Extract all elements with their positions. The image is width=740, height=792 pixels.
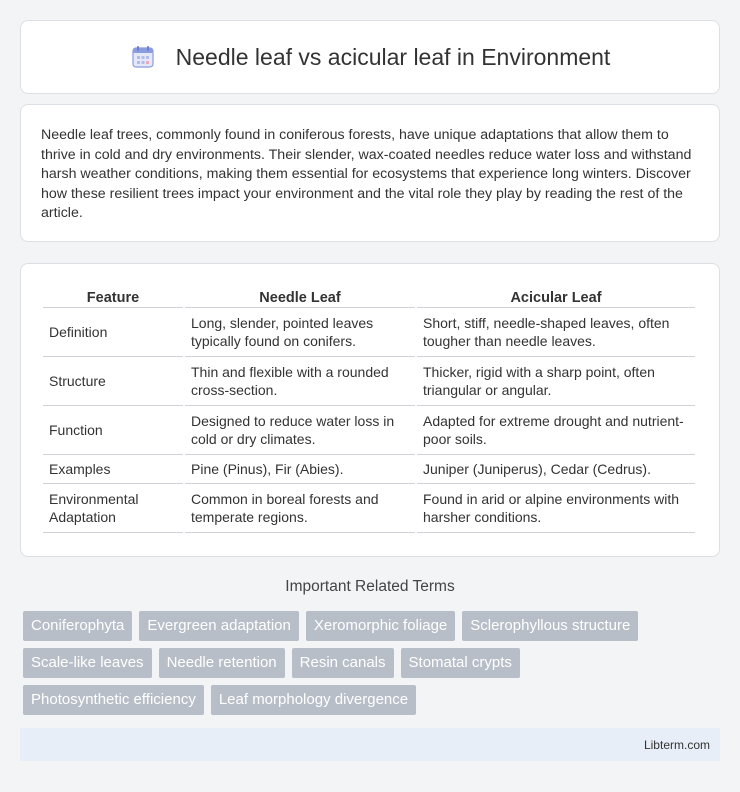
table-cell: Adapted for extreme drought and nutrient-poor soils. bbox=[417, 406, 695, 455]
tag-link[interactable]: Photosynthetic efficiency bbox=[23, 685, 204, 715]
table-cell: Structure bbox=[43, 357, 183, 406]
column-header: Needle Leaf bbox=[185, 286, 415, 308]
related-terms-title: Important Related Terms bbox=[285, 578, 455, 595]
table-cell: Common in boreal forests and temperate regions. bbox=[185, 484, 415, 533]
table-cell: Thin and flexible with a rounded cross-section. bbox=[185, 357, 415, 406]
intro-card bbox=[20, 104, 720, 242]
tag-row bbox=[23, 648, 723, 678]
table-cell: Definition bbox=[43, 308, 183, 357]
related-terms-tags bbox=[23, 611, 723, 722]
tag-link[interactable]: Scale-like leaves bbox=[23, 648, 152, 678]
comparison-table bbox=[41, 286, 697, 533]
footer bbox=[20, 728, 720, 761]
column-header: Acicular Leaf bbox=[417, 286, 695, 308]
table-cell: Short, stiff, needle-shaped leaves, often tougher than needle leaves. bbox=[417, 308, 695, 357]
table-cell: Found in arid or alpine environments with harsher conditions. bbox=[417, 484, 695, 533]
comparison-table-card bbox=[20, 263, 720, 557]
table-cell: Function bbox=[43, 406, 183, 455]
table-cell: Examples bbox=[43, 455, 183, 484]
tag-link[interactable]: Coniferophyta bbox=[23, 611, 132, 641]
table-cell: Designed to reduce water loss in cold or dry climates. bbox=[185, 406, 415, 455]
table-cell: Pine (Pinus), Fir (Abies). bbox=[185, 455, 415, 484]
tag-link[interactable]: Leaf morphology divergence bbox=[211, 685, 416, 715]
table-row bbox=[43, 484, 695, 533]
footer-site-link[interactable]: Libterm.com bbox=[643, 737, 710, 752]
intro-paragraph: Needle leaf trees, commonly found in coniferous forests, have unique adaptations that allow them to thrive in cold and dry environments. Their slender, wax-coated needles reduce water loss and withstand harsh weather conditions, making them essential for ecosystems that experience long winters. Discover how these resilient trees impact your environment and the vital role they play by reading the rest of the article. bbox=[41, 127, 692, 222]
table-cell: Environmental Adaptation bbox=[43, 484, 183, 533]
column-header: Feature bbox=[43, 286, 183, 308]
tag-link[interactable]: Sclerophyllous structure bbox=[462, 611, 638, 641]
tag-row bbox=[23, 685, 723, 715]
table-header-row bbox=[43, 286, 695, 308]
tag-link[interactable]: Stomatal crypts bbox=[401, 648, 520, 678]
title-card bbox=[20, 20, 720, 94]
table-cell: Juniper (Juniperus), Cedar (Cedrus). bbox=[417, 455, 695, 484]
calendar-icon bbox=[130, 44, 156, 70]
table-row bbox=[43, 357, 695, 406]
table-cell: Thicker, rigid with a sharp point, often triangular or angular. bbox=[417, 357, 695, 406]
tag-row bbox=[23, 611, 723, 641]
table-row bbox=[43, 455, 695, 484]
page-title: Needle leaf vs acicular leaf in Environment bbox=[175, 43, 611, 70]
table-row bbox=[43, 406, 695, 455]
tag-link[interactable]: Evergreen adaptation bbox=[139, 611, 298, 641]
tag-link[interactable]: Needle retention bbox=[159, 648, 285, 678]
tag-link[interactable]: Xeromorphic foliage bbox=[306, 611, 455, 641]
table-cell: Long, slender, pointed leaves typically found on conifers. bbox=[185, 308, 415, 357]
tag-link[interactable]: Resin canals bbox=[292, 648, 394, 678]
table-row bbox=[43, 308, 695, 357]
